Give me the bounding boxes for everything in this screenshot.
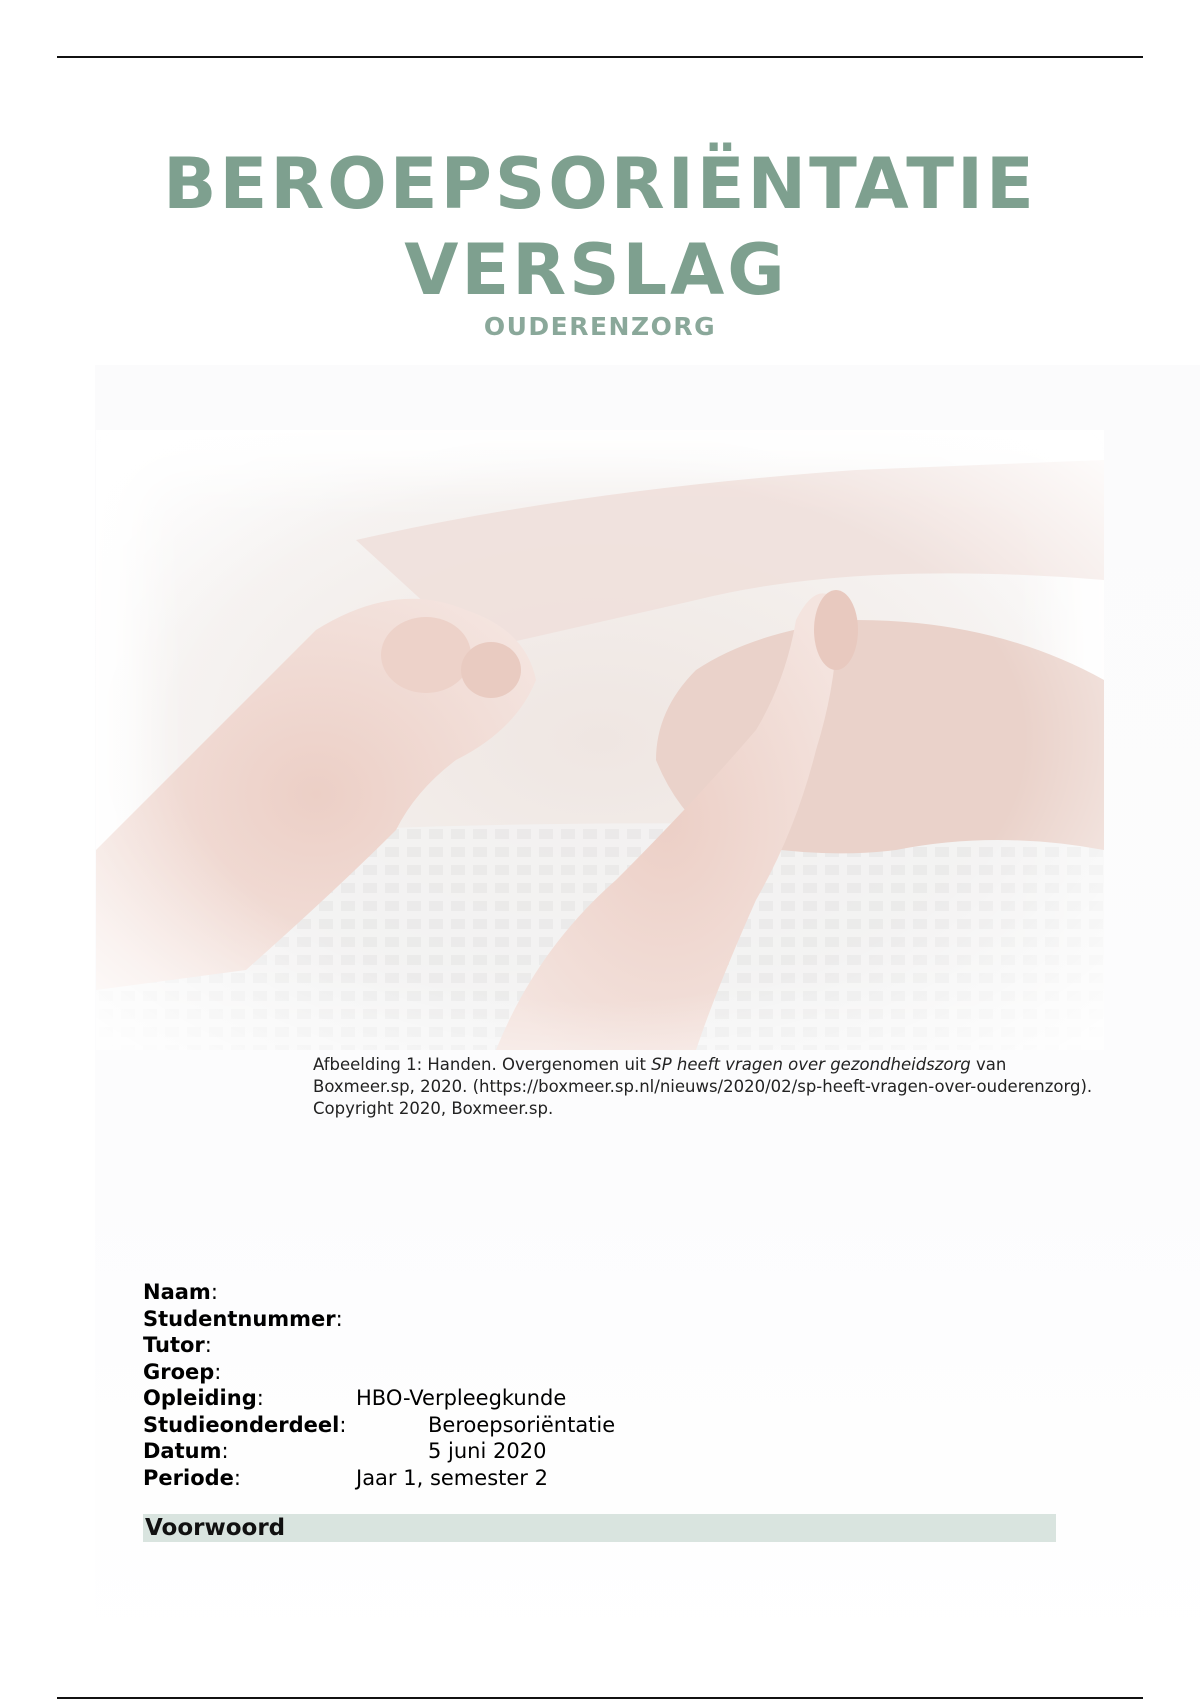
section-heading-bar (143, 1514, 1056, 1542)
info-label: Studentnummer (143, 1306, 336, 1331)
info-label: Groep (143, 1359, 215, 1384)
cover-title-line1: BEROEPSORIËNTATIE (163, 143, 1037, 225)
hands-photo (96, 430, 1104, 1050)
caption-tail: ouderenzorg). Copyright 2020, Boxmeer.sp. (313, 1077, 1093, 1118)
info-value: Beroepsoriëntatie (428, 1412, 616, 1437)
info-sep: : (339, 1412, 347, 1437)
info-row-studieonderdeel (143, 1412, 616, 1439)
cover-title-line2: VERSLAG (404, 229, 788, 311)
info-row-groep (143, 1359, 346, 1386)
info-label: Studieonderdeel (143, 1412, 340, 1437)
top-rule (57, 56, 1143, 58)
bottom-rule (57, 1697, 1143, 1699)
info-row-studentnummer (143, 1306, 346, 1333)
info-row-periode (143, 1465, 548, 1492)
info-row-opleiding (143, 1385, 567, 1412)
caption-source-title: SP heeft vragen over gezondheidszorg (651, 1055, 971, 1074)
info-label: Periode (143, 1465, 234, 1490)
info-sep: : (204, 1333, 212, 1357)
info-value: 5 juni 2020 (428, 1439, 547, 1463)
info-sep: : (214, 1359, 222, 1384)
info-sep: : (256, 1386, 264, 1410)
info-row-naam (143, 1279, 346, 1306)
cover-subtitle: OUDERENZORG (483, 312, 717, 341)
info-value: HBO-Verpleegkunde (356, 1386, 567, 1410)
info-label: Naam (143, 1280, 211, 1304)
info-sep: : (233, 1465, 241, 1490)
info-label: Opleiding (143, 1386, 257, 1410)
info-row-tutor (143, 1332, 346, 1359)
info-sep: : (210, 1280, 218, 1304)
info-sep: : (221, 1439, 229, 1463)
info-row-datum (143, 1438, 547, 1465)
figure-caption (313, 1054, 1093, 1118)
info-sep: : (335, 1306, 343, 1331)
student-info-block (143, 1279, 616, 1491)
info-label: Datum (143, 1439, 222, 1463)
caption-prefix: Afbeelding 1: Handen. Overgenomen uit (313, 1055, 652, 1074)
caption-mid: van Boxmeer.sp, 2020. (https://boxmeer.sp.nl/nieuws/2020/02/sp-heeft-vragen-over- (313, 1055, 1007, 1096)
info-value: Jaar 1, semester 2 (356, 1465, 548, 1490)
section-heading-voorwoord: Voorwoord (145, 1515, 286, 1541)
info-label: Tutor (143, 1333, 205, 1357)
